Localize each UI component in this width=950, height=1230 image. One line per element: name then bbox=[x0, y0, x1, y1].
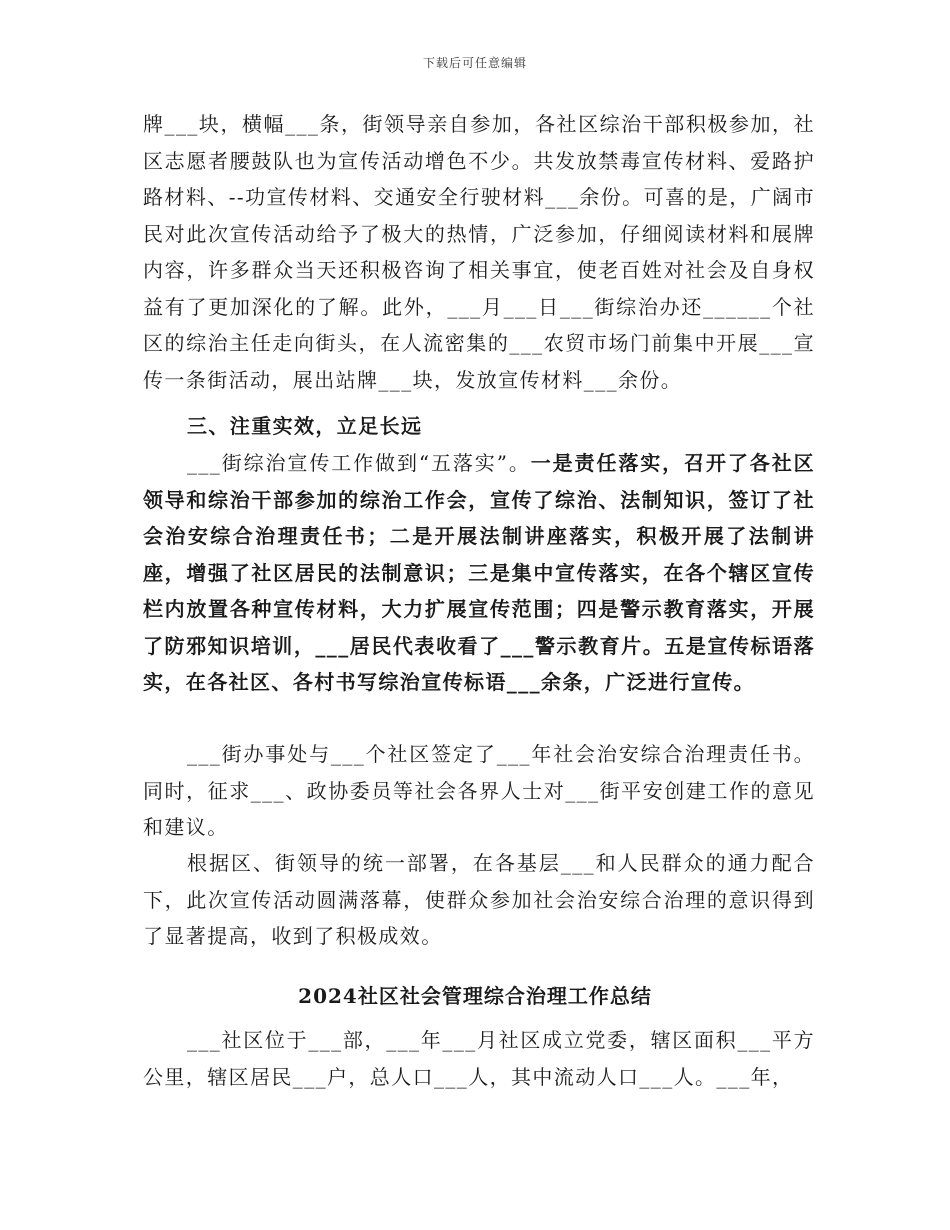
paragraph-community-overview: ___社区位于___部，___年___月社区成立党委，辖区面积___平方公里，辖区居民___户，总人口___人，其中流动人口___人。___年， bbox=[143, 1028, 815, 1089]
page-header-note: 下载后可任意编辑 bbox=[422, 56, 527, 70]
paragraph-conclusion: 根据区、街领导的统一部署，在各基层___和人民群众的通力配合下，此次宣传活动圆满落幕，使群众参加社会治安综合治理的意识得到了显著提高，收到了积极成效。 bbox=[143, 851, 815, 948]
paragraph-publicity-activity: 牌___块，横幅___条，街领导亲自参加，各社区综治干部积极参加，社区志愿者腰鼓队也为宣传活动增色不少。共发放禁毒宣传材料、爱路护路材料、--功宣传材料、交通安全行驶材料___余份。可喜的是，广阔市民对此次宣传活动给予了极大的热情，广泛参加，仔细阅读材料和展牌内容，许多群众当天还积极咨询了相关事宜，使老百姓对社会及自身权益有了更加深化的了解。此外，___月___日___街综治办还______个社区的综治主任走向街头，在人流密集的___农贸市场门前集中开展___宣传一条街活动，展出站牌___块，发放宣传材料___余份。 bbox=[143, 112, 815, 392]
paragraph-responsibility-agreement: ___街办事处与___个社区签定了___年社会治安综合治理责任书。同时，征求___、政协委员等社会各界人士对___街平安创建工作的意见和建议。 bbox=[143, 742, 815, 839]
paragraph-five-details: 一是责任落实，召开了各社区领导和综治干部参加的综治工作会，宣传了综治、法制知识，签订了社会治安综合治理责任书；二是开展法制讲座落实，积极开展了法制讲座，增强了社区居民的法制意识；三是集中宣传落实，在各个辖区宣传栏内放置各种宣传材料，大力扩展宣传范围；四是警示教育落实，开展了防邪知识培训，___居民代表收看了___警示教育片。五是宣传标语落实，在各社区、各村书写综治宣传标语___余条，广泛进行宣传。 bbox=[143, 451, 815, 694]
section-heading-3: 三、注重实效，立足长远 bbox=[187, 414, 423, 438]
paragraph-five-prefix: ___街综治宣传工作做到“五落实”。 bbox=[187, 451, 531, 475]
paragraph-five-implementations bbox=[143, 445, 815, 701]
document-title: 2024社区社会管理综合治理工作总结 bbox=[298, 984, 652, 1008]
